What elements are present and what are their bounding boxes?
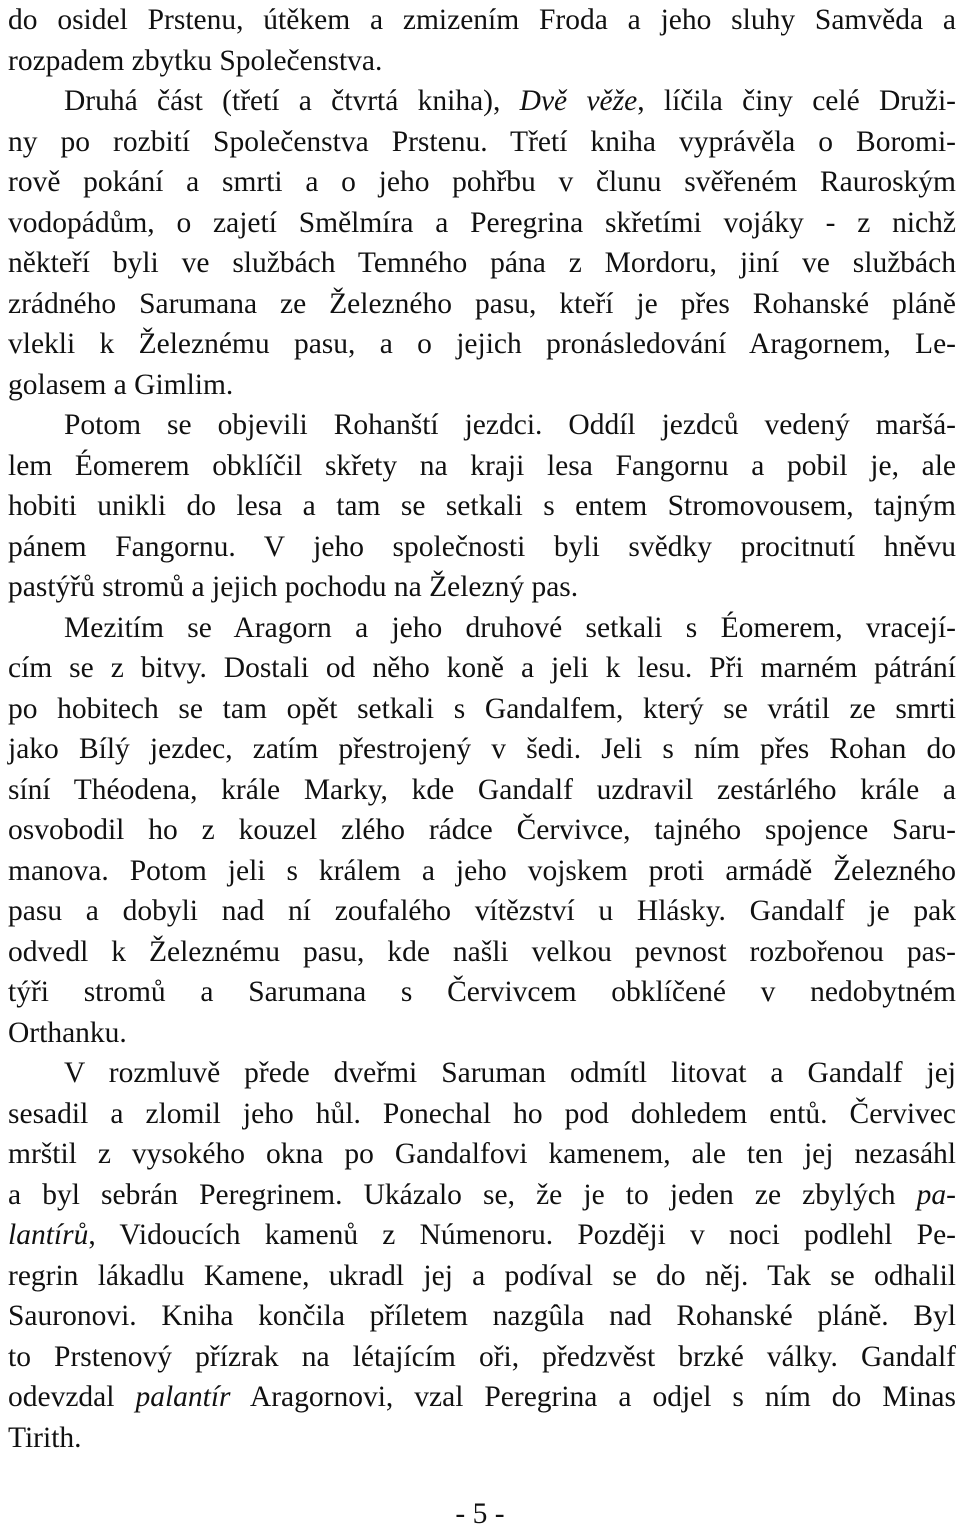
text-span: Druhá část (třetí a čtvrtá kniha),: [64, 85, 520, 117]
text-line: po hobitech se tam opět setkali s Gandalfem, který se vrátil ze smrti: [8, 692, 956, 725]
text-span: Aragornovi, vzal Peregrina a odjel s ním do Minas: [230, 1381, 956, 1413]
text-line: to Prstenový přízrak na létajícím oři, předzvěst brzké války. Gandalf: [8, 1340, 956, 1373]
text-span: a byl sebrán Peregrinem. Ukázalo se, že je to jeden ze zbylých: [8, 1178, 917, 1211]
text-line: rozpadem zbytku Společenstva.: [8, 44, 383, 77]
text-span: , líčila činy celé Druži-: [637, 85, 956, 117]
text-line: pasu a dobyli nad ní zoufalého vítězství u Hlásky. Gandalf je pak: [8, 895, 956, 927]
text-line: zrádného Sarumana ze Železného pasu, kteří je přes Rohanské pláně: [8, 287, 956, 320]
text-line: někteří byli ve službách Temného pána z Mordoru, jiní ve službách: [8, 247, 956, 279]
text-line: jako Bílý jezdec, zatím přestrojený v šedi. Jeli s ním přes Rohan do: [8, 733, 956, 765]
text-line: mrštil z vysokého okna po Gandalfovi kamenem, ale ten jej nezasáhl: [8, 1138, 956, 1170]
text-line: Mezitím se Aragorn a jeho druhové setkali s Éomerem, vracejí-: [64, 611, 956, 644]
text-line: [8, 1175, 956, 1216]
text-line: regrin lákadlu Kamene, ukradl jej a podíval se do něj. Tak se odhalil: [8, 1259, 956, 1292]
text-line: do osidel Prstenu, útěkem a zmizením Froda a jeho sluhy Samvěda a: [8, 4, 956, 36]
text-line: Potom se objevili Rohanští jezdci. Oddíl jezdců vedený maršá-: [64, 409, 956, 441]
text-line: hobiti unikli do lesa a tam se setkali s entem Stromovousem, tajným: [8, 490, 956, 522]
text-line: pastýřů stromů a jejich pochodu na Železný pas.: [8, 571, 579, 603]
text-span: , Vidoucích kamenů z Númenoru. Později v noci podlehl Pe-: [88, 1219, 956, 1251]
palantir-italic: palantír: [135, 1381, 231, 1413]
text-line: Orthanku.: [8, 1016, 127, 1049]
book-title-italic: Dvě věže: [519, 85, 638, 117]
text-line: V rozmluvě přede dveřmi Saruman odmítl litovat a Gandalf jej: [64, 1057, 956, 1089]
text-line: golasem a Gimlim.: [8, 368, 234, 401]
text-line: manova. Potom jeli s králem a jeho vojskem proti armádě Železného: [8, 854, 956, 887]
text-line: [8, 1215, 956, 1256]
text-line: sesadil a zlomil jeho hůl. Ponechal ho pod dohledem entů. Červivec: [8, 1097, 956, 1130]
text-line: cím se z bitvy. Dostali od něho koně a jeli k lesu. Při marném pátrání: [8, 652, 956, 684]
text-line: rově pokání a smrti a o jeho pohřbu v člunu svěřeném Rauroským: [8, 166, 956, 198]
text-line: [8, 81, 956, 122]
text-span: odevzdal: [8, 1381, 136, 1413]
text-line: pánem Fangornu. V jeho společnosti byli svědky procitnutí hněvu: [8, 530, 956, 563]
text-line: lem Éomerem obklíčil skřety na kraji lesa Fangornu a pobil je, ale: [8, 449, 956, 482]
text-line: vlekli k Železnému pasu, a o jejich pronásledování Aragornem, Le-: [8, 328, 956, 360]
page-number: - 5 -: [455, 1498, 505, 1530]
text-line: Tirith.: [8, 1421, 82, 1454]
text-line: týři stromů a Sarumana s Červivcem obklíčené v nedobytném: [8, 976, 956, 1008]
text-line: vodopádům, o zajetí Smělmíra a Peregrina skřetími vojáky - z nichž: [8, 206, 956, 239]
text-line: Sauronovi. Kniha končila příletem nazgûla nad Rohanské pláně. Byl: [8, 1300, 956, 1332]
text-line: osvobodil ho z kouzel zlého rádce Červivce, tajného spojence Saru-: [8, 814, 956, 846]
palantir-italic: lantírů: [8, 1219, 89, 1251]
palantir-italic: pa-: [916, 1178, 956, 1211]
text-line: [8, 1377, 956, 1418]
document-page: [8, 0, 956, 1458]
text-line: odvedl k Železnému pasu, kde našli velkou pevnost rozbořenou pas-: [8, 935, 956, 968]
text-line: ny po rozbití Společenstva Prstenu. Třetí kniha vyprávěla o Boromi-: [8, 125, 956, 158]
text-line: síní Théodena, krále Marky, kde Gandalf uzdravil zestárlého krále a: [8, 773, 956, 806]
